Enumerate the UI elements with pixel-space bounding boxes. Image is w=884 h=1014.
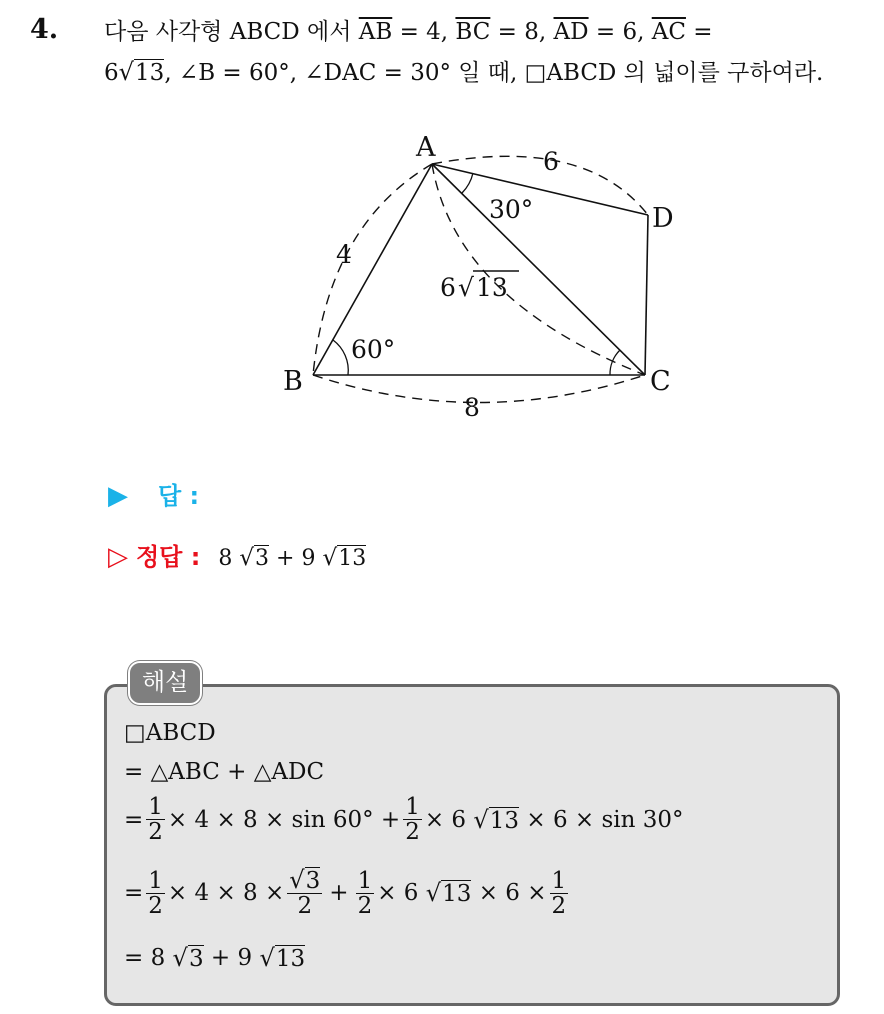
solution-line-5: = 8 √3 + 9 √13 bbox=[124, 944, 306, 972]
angle-b-arc bbox=[333, 340, 348, 375]
arc-ad bbox=[432, 156, 648, 215]
correct-answer-value: 8 √3 + 9 √13 bbox=[218, 545, 367, 571]
vertex-d: D bbox=[652, 203, 674, 234]
vertex-a: A bbox=[416, 132, 436, 163]
side-dc bbox=[645, 215, 648, 375]
question-text-intro: 다음 사각형 ABCD 에서 bbox=[104, 19, 352, 45]
label-angle-b: 60° bbox=[351, 335, 396, 364]
answer-row bbox=[108, 476, 199, 511]
solution-tab: 해설 bbox=[128, 661, 202, 705]
solution-line-1: □ABCD bbox=[124, 720, 216, 746]
diagonal-ac bbox=[432, 164, 645, 375]
vertex-c: C bbox=[650, 366, 671, 397]
segment-bc-value: = 8, bbox=[497, 19, 547, 45]
segment-bc: $\overline{BC}$ bbox=[455, 19, 491, 45]
solution-line-4: = $\frac{1}{2}$ × 4 × 8 × $\frac{√3}{2}$ + $\frac{1}{2}$ × 6 √13 × 6 × $\frac{1}{2}$ bbox=[124, 866, 567, 920]
label-side-ab: 4 bbox=[336, 240, 352, 269]
question-text-rest: , ∠B = 60°, ∠DAC = 30° 일 때, □ABCD 의 넓이를 구하여라. bbox=[164, 60, 824, 86]
angle-dac-arc bbox=[462, 173, 473, 193]
correct-answer-label: 정답 : bbox=[136, 543, 201, 571]
segment-ab-value: = 4, bbox=[399, 19, 449, 45]
fraction-half: $\frac{1}{2}$ bbox=[148, 867, 163, 919]
segment-ad-value: = 6, bbox=[595, 19, 645, 45]
segment-ac: $\overline{AC}$ bbox=[651, 19, 686, 45]
fraction-half: $\frac{1}{2}$ bbox=[357, 867, 373, 919]
sqrt-13: √13 bbox=[118, 58, 165, 86]
segment-ac-equals: = bbox=[693, 19, 713, 45]
label-side-ad: 6 bbox=[543, 147, 559, 176]
correct-marker-icon: ▷ bbox=[108, 542, 128, 572]
segment-ad: $\overline{AD}$ bbox=[553, 19, 589, 45]
label-angle-dac: 30° bbox=[489, 195, 534, 224]
answer-label: 답 : bbox=[158, 482, 200, 510]
fraction-sqrt3-over-2: $\frac{√3}{2}$ bbox=[289, 866, 321, 920]
label-diagonal-coef: 6 bbox=[440, 273, 456, 302]
fraction-half: $\frac{1}{2}$ bbox=[551, 867, 567, 919]
vertex-b: B bbox=[283, 366, 303, 397]
segment-ab: $\overline{AB}$ bbox=[358, 19, 393, 45]
question-number: 4. bbox=[30, 14, 59, 45]
label-side-bc: 8 bbox=[464, 393, 480, 422]
fraction-half: $\frac{1}{2}$ bbox=[148, 794, 163, 846]
label-diagonal-radical: √ bbox=[458, 273, 474, 302]
solution-line-3: = $\frac{1}{2}$ × 4 × 8 × sin 60° + $\frac{1}{2}$ × 6 √13 × 6 × sin 30° bbox=[124, 794, 684, 846]
correct-answer-row bbox=[108, 537, 366, 572]
solution-line-2: = △ABC + △ADC bbox=[124, 759, 325, 785]
ac-coefficient: 6 bbox=[104, 60, 119, 86]
label-diagonal-rad: 13 bbox=[476, 273, 508, 302]
answer-marker-icon: ▶ bbox=[108, 481, 128, 511]
fraction-half: $\frac{1}{2}$ bbox=[405, 794, 420, 846]
